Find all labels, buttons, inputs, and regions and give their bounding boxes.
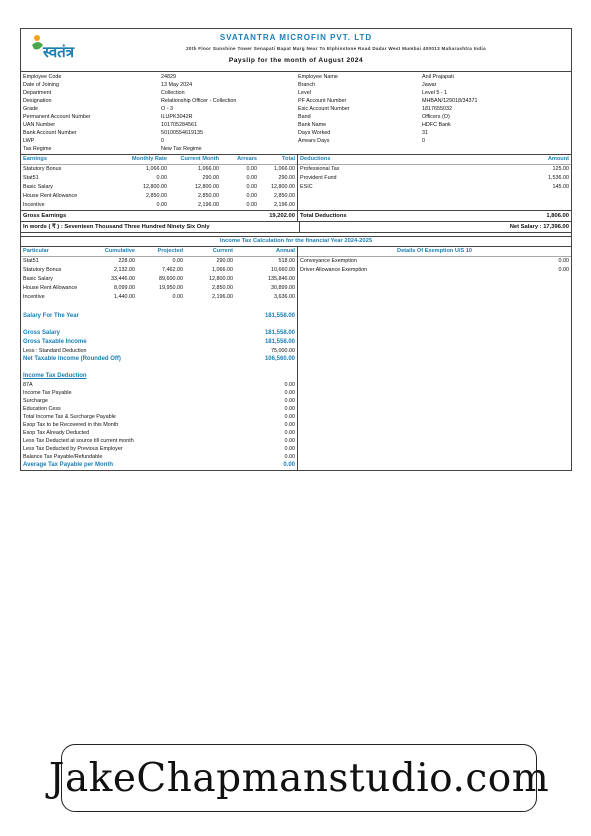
itd-value: 0.00 xyxy=(284,397,295,404)
tax-cell: Basic Salary xyxy=(23,276,53,282)
itd-row xyxy=(21,381,297,389)
total-deductions-label: Total Deductions xyxy=(300,212,347,219)
tax-section xyxy=(21,247,571,470)
info-value: 0 xyxy=(161,137,164,144)
avg-tax-row xyxy=(21,461,297,470)
earning-cell: 0.00 xyxy=(246,166,257,172)
earning-cell: 12,800.00 xyxy=(143,184,167,190)
earning-cell: 0.00 xyxy=(246,184,257,190)
gross-earnings-value: 19,202.00 xyxy=(269,212,295,219)
salary-year-value: 181,558.00 xyxy=(264,313,295,319)
company-name: SVATANTRA MICROFIN PVT. LTD xyxy=(219,33,373,42)
tax-cell: Incentive xyxy=(23,294,45,300)
info-value: HDFC Bank xyxy=(422,121,451,128)
employee-info-right xyxy=(296,73,571,153)
itd-row xyxy=(21,397,297,405)
itd-label: Esop Tax to be Recovered in this Month xyxy=(23,421,119,428)
itd-label: Less Tax Deducted by Previous Employer xyxy=(23,445,123,452)
info-label: Date of Joining xyxy=(23,81,59,88)
tax-cell: 228.00 xyxy=(118,258,135,264)
info-row xyxy=(296,73,571,81)
info-row xyxy=(21,89,296,97)
annual-head: Annual xyxy=(276,248,295,254)
itd-row xyxy=(21,453,297,461)
info-row xyxy=(21,137,296,145)
exemption-row xyxy=(298,257,571,266)
std-deduction-row xyxy=(21,347,297,355)
employee-info xyxy=(21,72,571,155)
earning-cell: 2,850.00 xyxy=(274,193,295,199)
deduction-amount: 1,536.00 xyxy=(548,175,569,181)
exemption-name: Driver Allowance Exemption xyxy=(300,267,368,273)
gross-earnings-label: Gross Earnings xyxy=(23,212,67,219)
tax-cell: 518.00 xyxy=(278,258,295,264)
tax-cell: 2,196.00 xyxy=(212,294,233,300)
tax-cell: 7,462.00 xyxy=(162,267,183,273)
itd-heading-row xyxy=(21,372,297,381)
info-label: Tax Regime xyxy=(23,145,52,152)
info-row xyxy=(296,89,571,97)
tax-cell: 0.00 xyxy=(172,258,183,264)
particular-head: Particular xyxy=(23,248,49,254)
info-label: Bank Account Number xyxy=(23,129,77,136)
info-label: PF Account Number xyxy=(298,97,347,104)
gross-salary-value: 181,558.00 xyxy=(264,330,295,336)
avg-tax-label: Average Tax Payable per Month xyxy=(23,462,114,468)
itd-value: 0.00 xyxy=(284,437,295,444)
info-value: Level 5 - 1 xyxy=(422,89,448,96)
info-row xyxy=(296,97,571,105)
earning-cell: Incentive xyxy=(23,202,45,208)
tax-cell: 8,099.00 xyxy=(114,285,135,291)
itd-row xyxy=(21,389,297,397)
company-address: 20th Floor Sunshine Tower Senapati Bapat Marg Near To Elphinstone Road Dadar West Mumbai 400013 Maharashtra India xyxy=(186,46,486,51)
itd-rows xyxy=(21,381,297,461)
deductions-table xyxy=(298,155,571,210)
info-value: Anil Prajapati xyxy=(422,73,454,80)
itd-row xyxy=(21,421,297,429)
itd-label: 87A xyxy=(23,381,33,388)
itd-value: 0.00 xyxy=(284,389,295,396)
tax-cell: House Rent Allowance xyxy=(23,285,78,291)
earning-row xyxy=(21,192,297,201)
spacer xyxy=(21,302,297,312)
info-value: Officers (O) xyxy=(422,113,450,120)
earning-cell: 0.00 xyxy=(156,175,167,181)
tax-row xyxy=(21,293,297,302)
payslip-header xyxy=(21,29,571,72)
deduction-row xyxy=(298,183,571,192)
deduction-name: ESIC xyxy=(300,184,313,190)
earning-cell: 1,066.00 xyxy=(274,166,295,172)
info-row xyxy=(296,81,571,89)
tax-cell: 2,850.00 xyxy=(212,285,233,291)
earning-cell: 290.00 xyxy=(278,175,295,181)
earning-row xyxy=(21,201,297,210)
itd-label: Surcharge xyxy=(23,397,48,404)
earning-cell: 290.00 xyxy=(202,175,219,181)
payslip-title: Payslip for the month of August 2024 xyxy=(228,57,364,64)
info-value: ILUPK3042R xyxy=(161,113,193,120)
info-label: Days Worked xyxy=(298,129,331,136)
itd-row xyxy=(21,413,297,421)
tax-left xyxy=(21,247,298,470)
deductions-rows xyxy=(298,165,571,192)
deduction-name: Professional Tax xyxy=(300,166,340,172)
itd-value: 0.00 xyxy=(284,413,295,420)
tax-cell: Statutory Bonus xyxy=(23,267,62,273)
tax-cell: 2,132.00 xyxy=(114,267,135,273)
info-label: Arrears Days xyxy=(298,137,330,144)
net-taxable-label: Net Taxable Income (Rounded Off) xyxy=(23,356,121,362)
info-value: 13 May 2024 xyxy=(161,81,193,88)
deductions-col-head: Deductions xyxy=(300,156,331,162)
amount-in-words: In words ( ₹ ) : Seventeen Thousand Three Hundred Ninety Six Only xyxy=(21,222,300,232)
arrears-head: Arrears xyxy=(237,156,257,162)
salary-year-row xyxy=(21,312,297,321)
total-deductions-value: 1,806.00 xyxy=(546,212,569,219)
tax-row xyxy=(21,275,297,284)
itd-heading: Income Tax Deduction xyxy=(23,373,87,379)
itd-label: Education Cess xyxy=(23,405,61,412)
watermark: JakeChapmanstudio.com xyxy=(61,744,537,812)
info-row xyxy=(21,113,296,121)
tax-cell: 0.00 xyxy=(172,294,183,300)
spacer xyxy=(21,364,297,372)
exemption-panel xyxy=(298,247,571,470)
info-value: 1817655032 xyxy=(422,105,452,112)
info-value: MHBAN/129018/34371 xyxy=(422,97,478,104)
tax-cell: 3,636.00 xyxy=(274,294,295,300)
net-taxable-row xyxy=(21,355,297,364)
info-label: Level xyxy=(298,89,311,96)
info-label: Employee Code xyxy=(23,73,62,80)
itd-value: 0.00 xyxy=(284,453,295,460)
earnings-col-head: Earnings xyxy=(23,156,47,162)
earnings-header xyxy=(21,155,297,165)
exemption-title: Details Of Exemption U/S 10 xyxy=(298,247,571,257)
earning-cell: 12,800.00 xyxy=(195,184,219,190)
tax-cell: 89,600.00 xyxy=(159,276,183,282)
projected-head: Projected xyxy=(157,248,183,254)
info-value: 50100554619135 xyxy=(161,129,203,136)
info-label: Employee Name xyxy=(298,73,338,80)
itd-row xyxy=(21,437,297,445)
tax-row xyxy=(21,266,297,275)
info-label: Designation xyxy=(23,97,52,104)
earning-cell: Stat51 xyxy=(23,175,39,181)
gross-taxable-label: Gross Taxable Income xyxy=(23,339,87,345)
info-label: LWP xyxy=(23,137,35,144)
gross-salary-row xyxy=(21,329,297,338)
current-month-head: Current Month xyxy=(180,156,219,162)
info-row xyxy=(296,113,571,121)
tax-cell: 290.00 xyxy=(216,258,233,264)
earning-cell: House Rent Allowance xyxy=(23,193,78,199)
info-value: Relationship Officer - Collection xyxy=(161,97,237,104)
info-value: 24829 xyxy=(161,73,176,80)
earnings-rows xyxy=(21,165,297,210)
tax-cell: 1,440.00 xyxy=(114,294,135,300)
tax-header xyxy=(21,247,297,257)
info-label: Branch xyxy=(298,81,316,88)
exemption-row xyxy=(298,266,571,275)
info-label: Bank Name xyxy=(298,121,327,128)
info-row xyxy=(21,129,296,137)
deduction-amount: 145.00 xyxy=(552,184,569,190)
employee-info-left xyxy=(21,73,296,153)
tax-cell: 12,800.00 xyxy=(209,276,233,282)
info-label: UAN Number xyxy=(23,121,56,128)
std-deduction-label: Less : Standard Deduction xyxy=(23,347,87,354)
itd-value: 0.00 xyxy=(284,381,295,388)
salary-year-label: Salary For The Year xyxy=(23,313,79,319)
info-value: Collection xyxy=(161,89,185,96)
itd-label: Total Income Tax & Surcharge Payable xyxy=(23,413,116,420)
tax-calc-title: Income Tax Calculation for the financial Year 2024-2025 xyxy=(21,236,571,247)
deduction-row xyxy=(298,165,571,174)
itd-label: Balance Tax Payable/Refundable xyxy=(23,453,103,460)
info-value: 101705284561 xyxy=(161,121,197,128)
itd-value: 0.00 xyxy=(284,421,295,428)
cumulative-head: Cumulative xyxy=(104,248,135,254)
earning-cell: 2,196.00 xyxy=(274,202,295,208)
info-row xyxy=(21,105,296,113)
info-label: Department xyxy=(23,89,52,96)
deduction-amount: 125.00 xyxy=(552,166,569,172)
earning-cell: Statutory Bonus xyxy=(23,166,62,172)
earning-cell: 0.00 xyxy=(246,202,257,208)
earning-cell: 1,066.00 xyxy=(146,166,167,172)
earning-cell: Basic Salary xyxy=(23,184,53,190)
earning-cell: 2,850.00 xyxy=(146,193,167,199)
earning-cell: 0.00 xyxy=(156,202,167,208)
info-row xyxy=(296,105,571,113)
deduction-row xyxy=(298,174,571,183)
itd-label: Esop Tax Already Deducted xyxy=(23,429,90,436)
info-row xyxy=(21,73,296,81)
svg-text:स्वतंत्र: स्वतंत्र xyxy=(43,43,75,61)
tax-cell: 33,446.00 xyxy=(111,276,135,282)
net-taxable-value: 106,560.00 xyxy=(264,356,295,362)
info-row xyxy=(296,121,571,129)
amount-head: Amount xyxy=(547,156,569,162)
tax-cell: 10,660.00 xyxy=(271,267,295,273)
itd-row xyxy=(21,445,297,453)
info-value: 0 xyxy=(422,137,425,144)
earning-row xyxy=(21,174,297,183)
gross-taxable-row xyxy=(21,338,297,347)
current-head: Current xyxy=(212,248,233,254)
earning-cell: 2,850.00 xyxy=(198,193,219,199)
info-label: Permanent Account Number xyxy=(23,113,91,120)
exemption-amount: 0.00 xyxy=(558,258,569,264)
exemption-rows xyxy=(298,257,571,275)
payslip xyxy=(20,28,572,471)
earning-cell: 12,800.00 xyxy=(271,184,295,190)
info-value: Jawar xyxy=(422,81,437,88)
earning-cell: 1,066.00 xyxy=(198,166,219,172)
gross-earnings-cell xyxy=(21,211,298,221)
info-row xyxy=(21,121,296,129)
info-label: Band xyxy=(298,113,311,120)
itd-label: Less Tax Deducted at source till current month xyxy=(23,437,134,444)
itd-value: 0.00 xyxy=(284,445,295,452)
info-value: New Tax Regime xyxy=(161,145,202,152)
total-deductions-cell xyxy=(298,211,571,221)
tax-cell: 135,846.00 xyxy=(268,276,295,282)
earnings-table xyxy=(21,155,298,210)
exemption-amount: 0.00 xyxy=(558,267,569,273)
monthly-rate-head: Monthly Rate xyxy=(131,156,167,162)
amount-in-words-row xyxy=(21,222,571,233)
itd-value: 0.00 xyxy=(284,405,295,412)
itd-label: Income Tax Payable xyxy=(23,389,72,396)
tax-cell: 1,066.00 xyxy=(212,267,233,273)
spacer xyxy=(21,321,297,329)
itd-row xyxy=(21,405,297,413)
tax-row xyxy=(21,257,297,266)
info-value: 31 xyxy=(422,129,428,136)
info-value: O - 3 xyxy=(161,105,173,112)
gross-salary-label: Gross Salary xyxy=(23,330,61,336)
gross-taxable-value: 181,558.00 xyxy=(264,339,295,345)
info-row xyxy=(21,97,296,105)
info-label: Esic Account Number xyxy=(298,105,350,112)
tax-row xyxy=(21,284,297,293)
total-head: Total xyxy=(282,156,295,162)
earning-cell: 0.00 xyxy=(246,175,257,181)
earnings-deductions xyxy=(21,155,571,211)
earning-row xyxy=(21,183,297,192)
earning-row xyxy=(21,165,297,174)
earning-cell: 2,196.00 xyxy=(198,202,219,208)
tax-cell: 30,899.00 xyxy=(271,285,295,291)
info-row xyxy=(296,137,571,145)
totals-row xyxy=(21,211,571,222)
info-row xyxy=(21,81,296,89)
deduction-name: Provident Fund xyxy=(300,175,337,181)
tax-cell: Stat51 xyxy=(23,258,39,264)
itd-row xyxy=(21,429,297,437)
avg-tax-value: 0.00 xyxy=(283,462,295,468)
std-deduction-value: 75,000.00 xyxy=(271,347,295,354)
tax-rows xyxy=(21,257,297,302)
info-row xyxy=(21,145,296,153)
deductions-header xyxy=(298,155,571,165)
tax-cell: 19,950.00 xyxy=(159,285,183,291)
itd-value: 0.00 xyxy=(284,429,295,436)
net-salary: Net Salary : 17,396.00 xyxy=(509,223,569,230)
info-label: Grade xyxy=(23,105,38,112)
exemption-name: Conveyance Exemption xyxy=(300,258,357,264)
info-row xyxy=(296,129,571,137)
earning-cell: 0.00 xyxy=(246,193,257,199)
